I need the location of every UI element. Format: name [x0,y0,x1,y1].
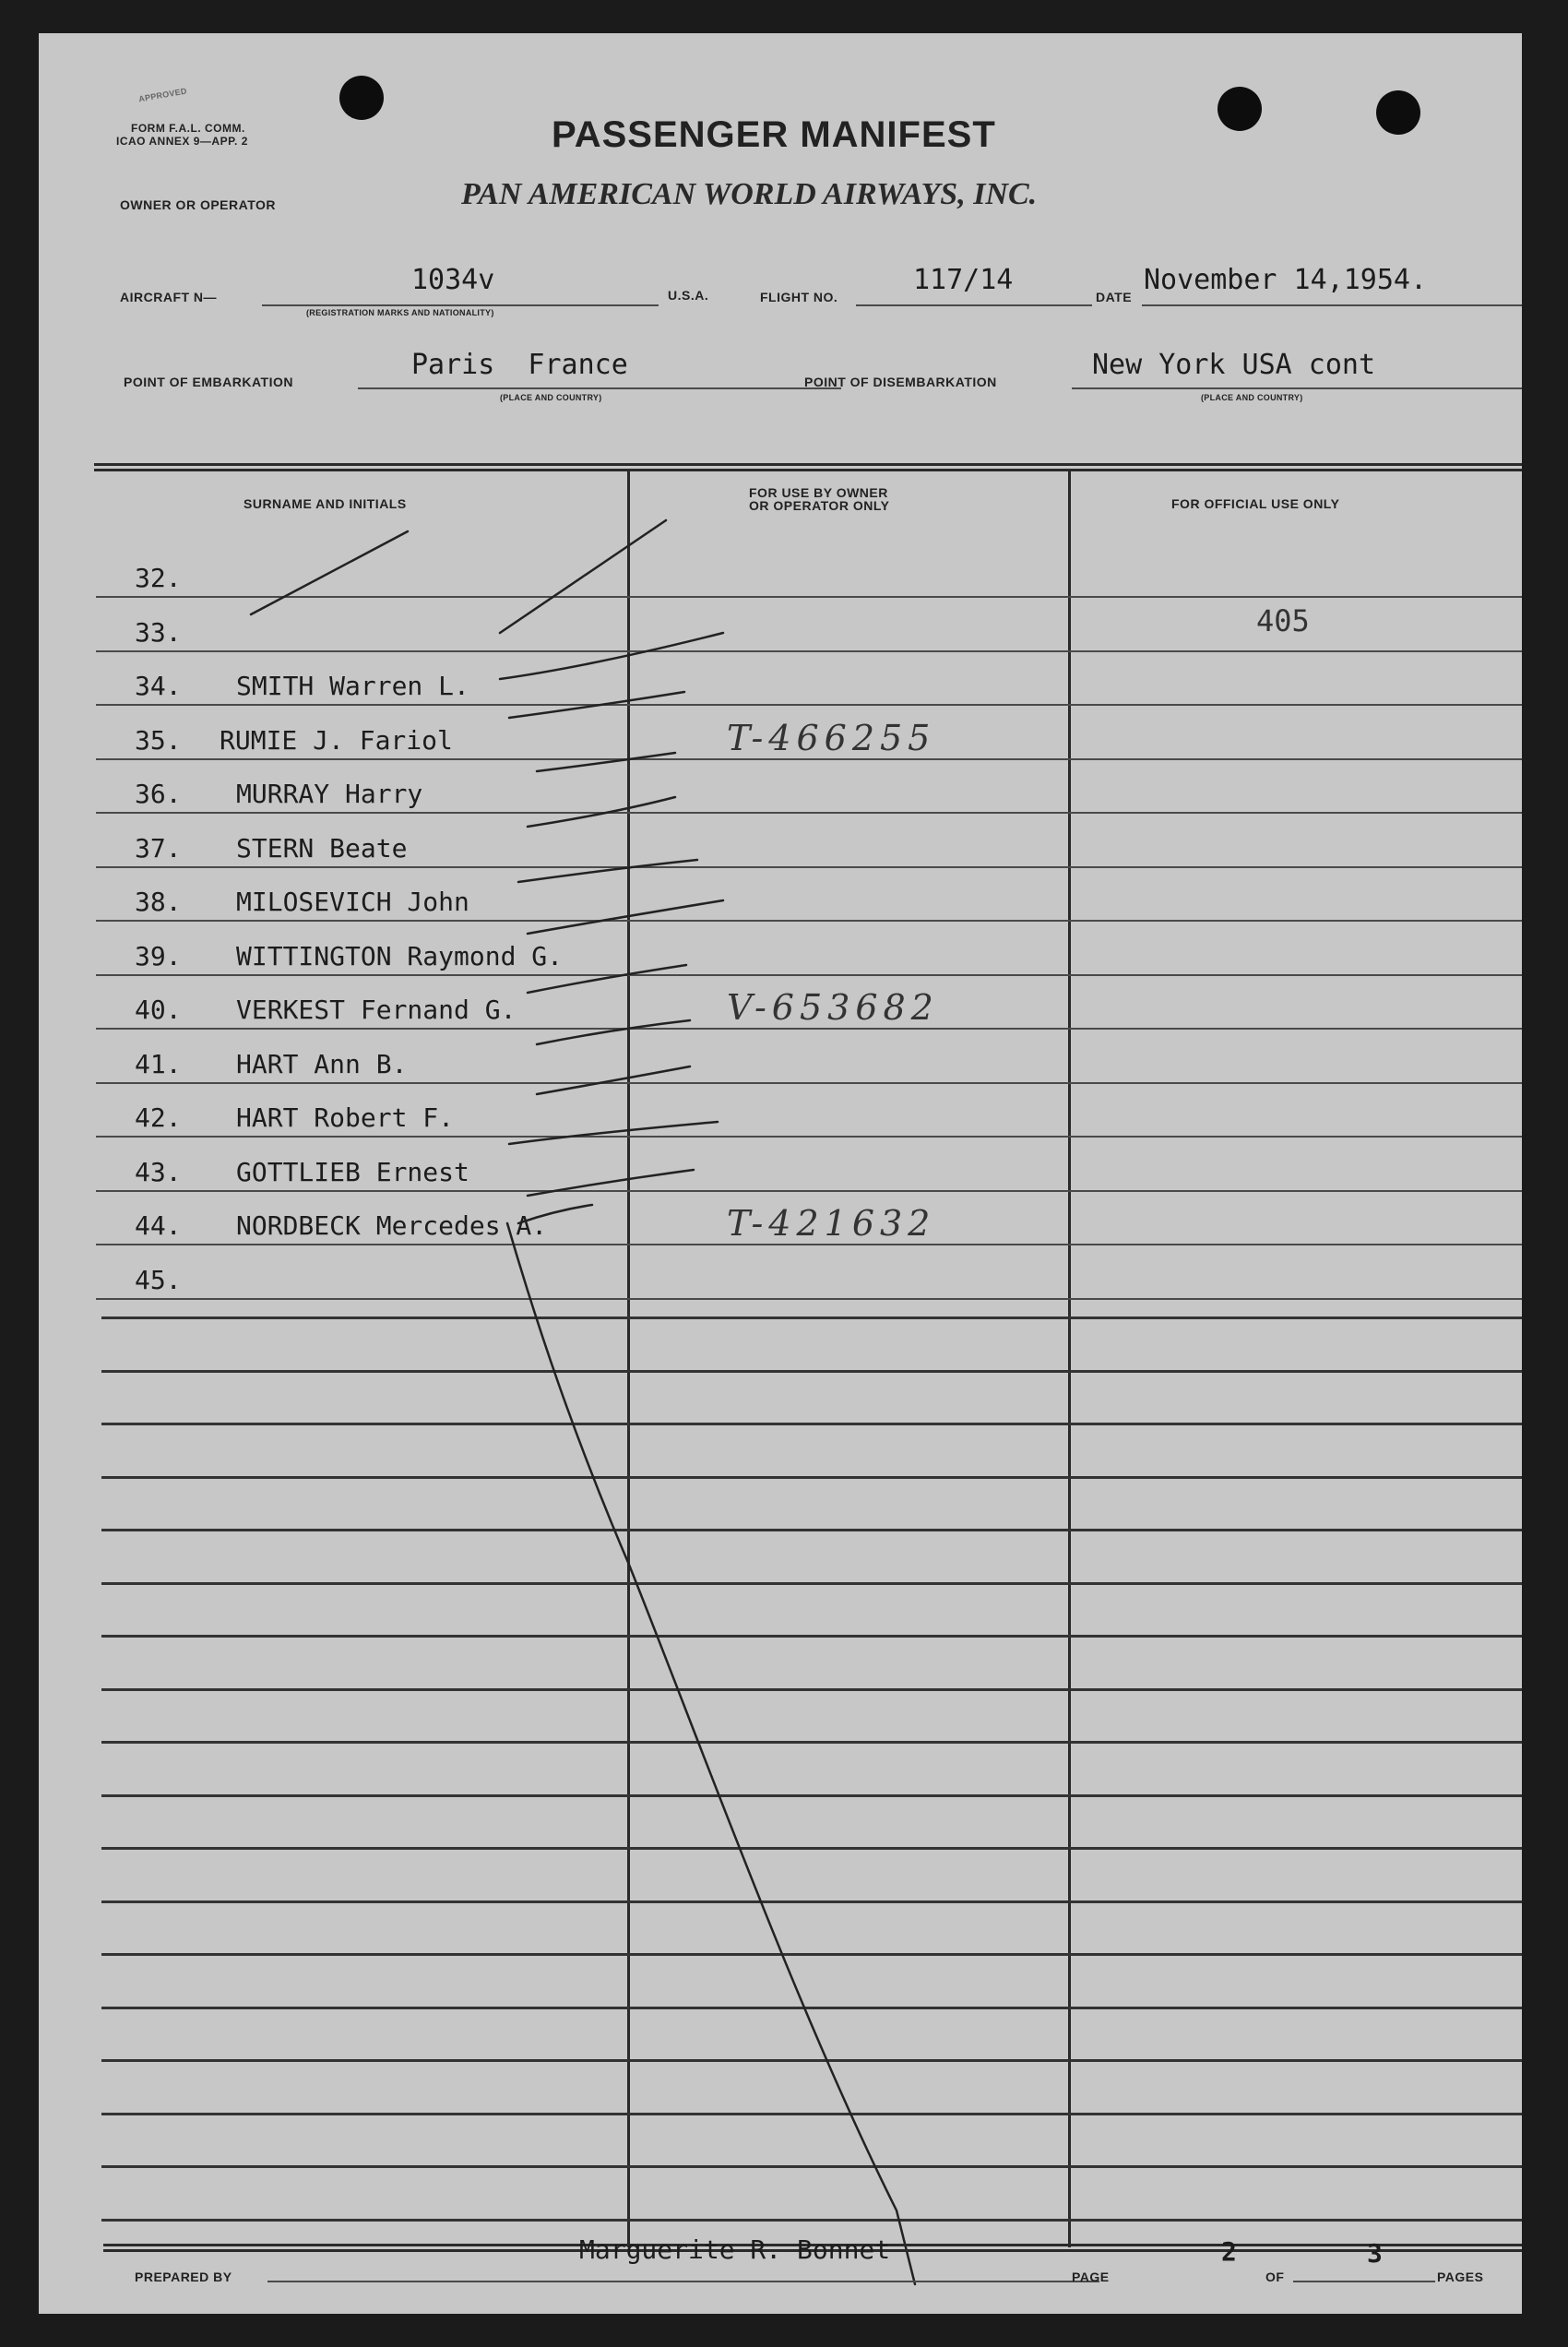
passenger-name: GOTTLIEB Ernest [236,1156,469,1187]
official-note: 405 [1256,603,1310,638]
page-value: 2 [1221,2236,1237,2267]
row-number: 35. [135,724,182,756]
ticket-number: T-421632 [727,1203,936,1244]
aircraft-value: 1034v [411,264,495,296]
column-header-owner-use-1: FOR USE BY OWNER [749,485,888,500]
row-number: 38. [135,887,182,917]
passenger-name: MURRAY Harry [236,779,423,809]
row-number: 32. [135,563,182,593]
passenger-name: VERKEST Fernand G. [236,995,517,1025]
passenger-name: HART Ann B. [236,1048,408,1079]
form-code-line1: FORM F.A.L. COMM. [131,122,245,135]
embark-value: Paris France [411,349,628,381]
pen-strokes [39,33,1522,2314]
passenger-name: HART Robert F. [236,1102,455,1133]
disembark-label: POINT OF DISEMBARKATION [804,375,997,389]
ticket-number: V-653682 [727,987,939,1028]
prepared-by-value: Marguerite R. Bonnet [579,2234,891,2265]
embark-sub-label: (PLACE AND COUNTRY) [500,393,602,402]
row-number: 36. [135,779,182,809]
aircraft-sub-label: (REGISTRATION MARKS AND NATIONALITY) [306,308,494,317]
flight-value: 117/14 [913,264,1014,296]
row-number: 41. [135,1048,182,1079]
aircraft-label: AIRCRAFT N— [120,290,218,304]
approval-stamp: APPROVED [137,86,188,104]
form-code-line2: ICAO ANNEX 9—APP. 2 [116,135,248,148]
row-number: 45. [135,1264,182,1295]
row-number: 40. [135,995,182,1025]
row-number: 39. [135,940,182,971]
passenger-name: NORDBECK Mercedes A. [236,1210,548,1241]
row-number: 42. [135,1102,182,1133]
owner-label: OWNER OR OPERATOR [120,197,276,212]
passenger-name: RUMIE J. Fariol [220,724,453,756]
prepared-by-label: PREPARED BY [135,2270,232,2284]
row-number: 34. [135,671,182,701]
of-value: 3 [1367,2238,1383,2269]
date-label: DATE [1096,290,1133,304]
row-number: 33. [135,616,182,648]
passenger-name: MILOSEVICH John [236,887,469,917]
disembark-value: New York USA cont [1092,349,1376,381]
date-value: November 14,1954. [1144,264,1428,296]
flight-label: FLIGHT NO. [760,290,838,304]
page-label: PAGE [1072,2270,1110,2284]
manifest-sheet [39,33,1522,2314]
column-header-owner-use-2: OR OPERATOR ONLY [749,498,890,513]
of-label: OF [1265,2270,1285,2284]
passenger-name: SMITH Warren L. [236,671,469,701]
column-header-official: FOR OFFICIAL USE ONLY [1171,496,1340,511]
ticket-number: T-466255 [727,717,936,758]
row-number: 43. [135,1156,182,1187]
owner-value: PAN AMERICAN WORLD AIRWAYS, INC. [461,177,1038,211]
aircraft-country: U.S.A. [668,288,709,303]
passenger-name: WITTINGTON Raymond G. [236,940,564,971]
passenger-name: STERN Beate [236,832,408,864]
disembark-sub-label: (PLACE AND COUNTRY) [1201,393,1303,402]
embark-label: POINT OF EMBARKATION [124,375,293,389]
pages-label: PAGES [1437,2270,1484,2284]
row-number: 44. [135,1210,182,1241]
column-header-surname: SURNAME AND INITIALS [244,496,407,511]
row-number: 37. [135,832,182,864]
page-title: PASSENGER MANIFEST [552,114,996,155]
